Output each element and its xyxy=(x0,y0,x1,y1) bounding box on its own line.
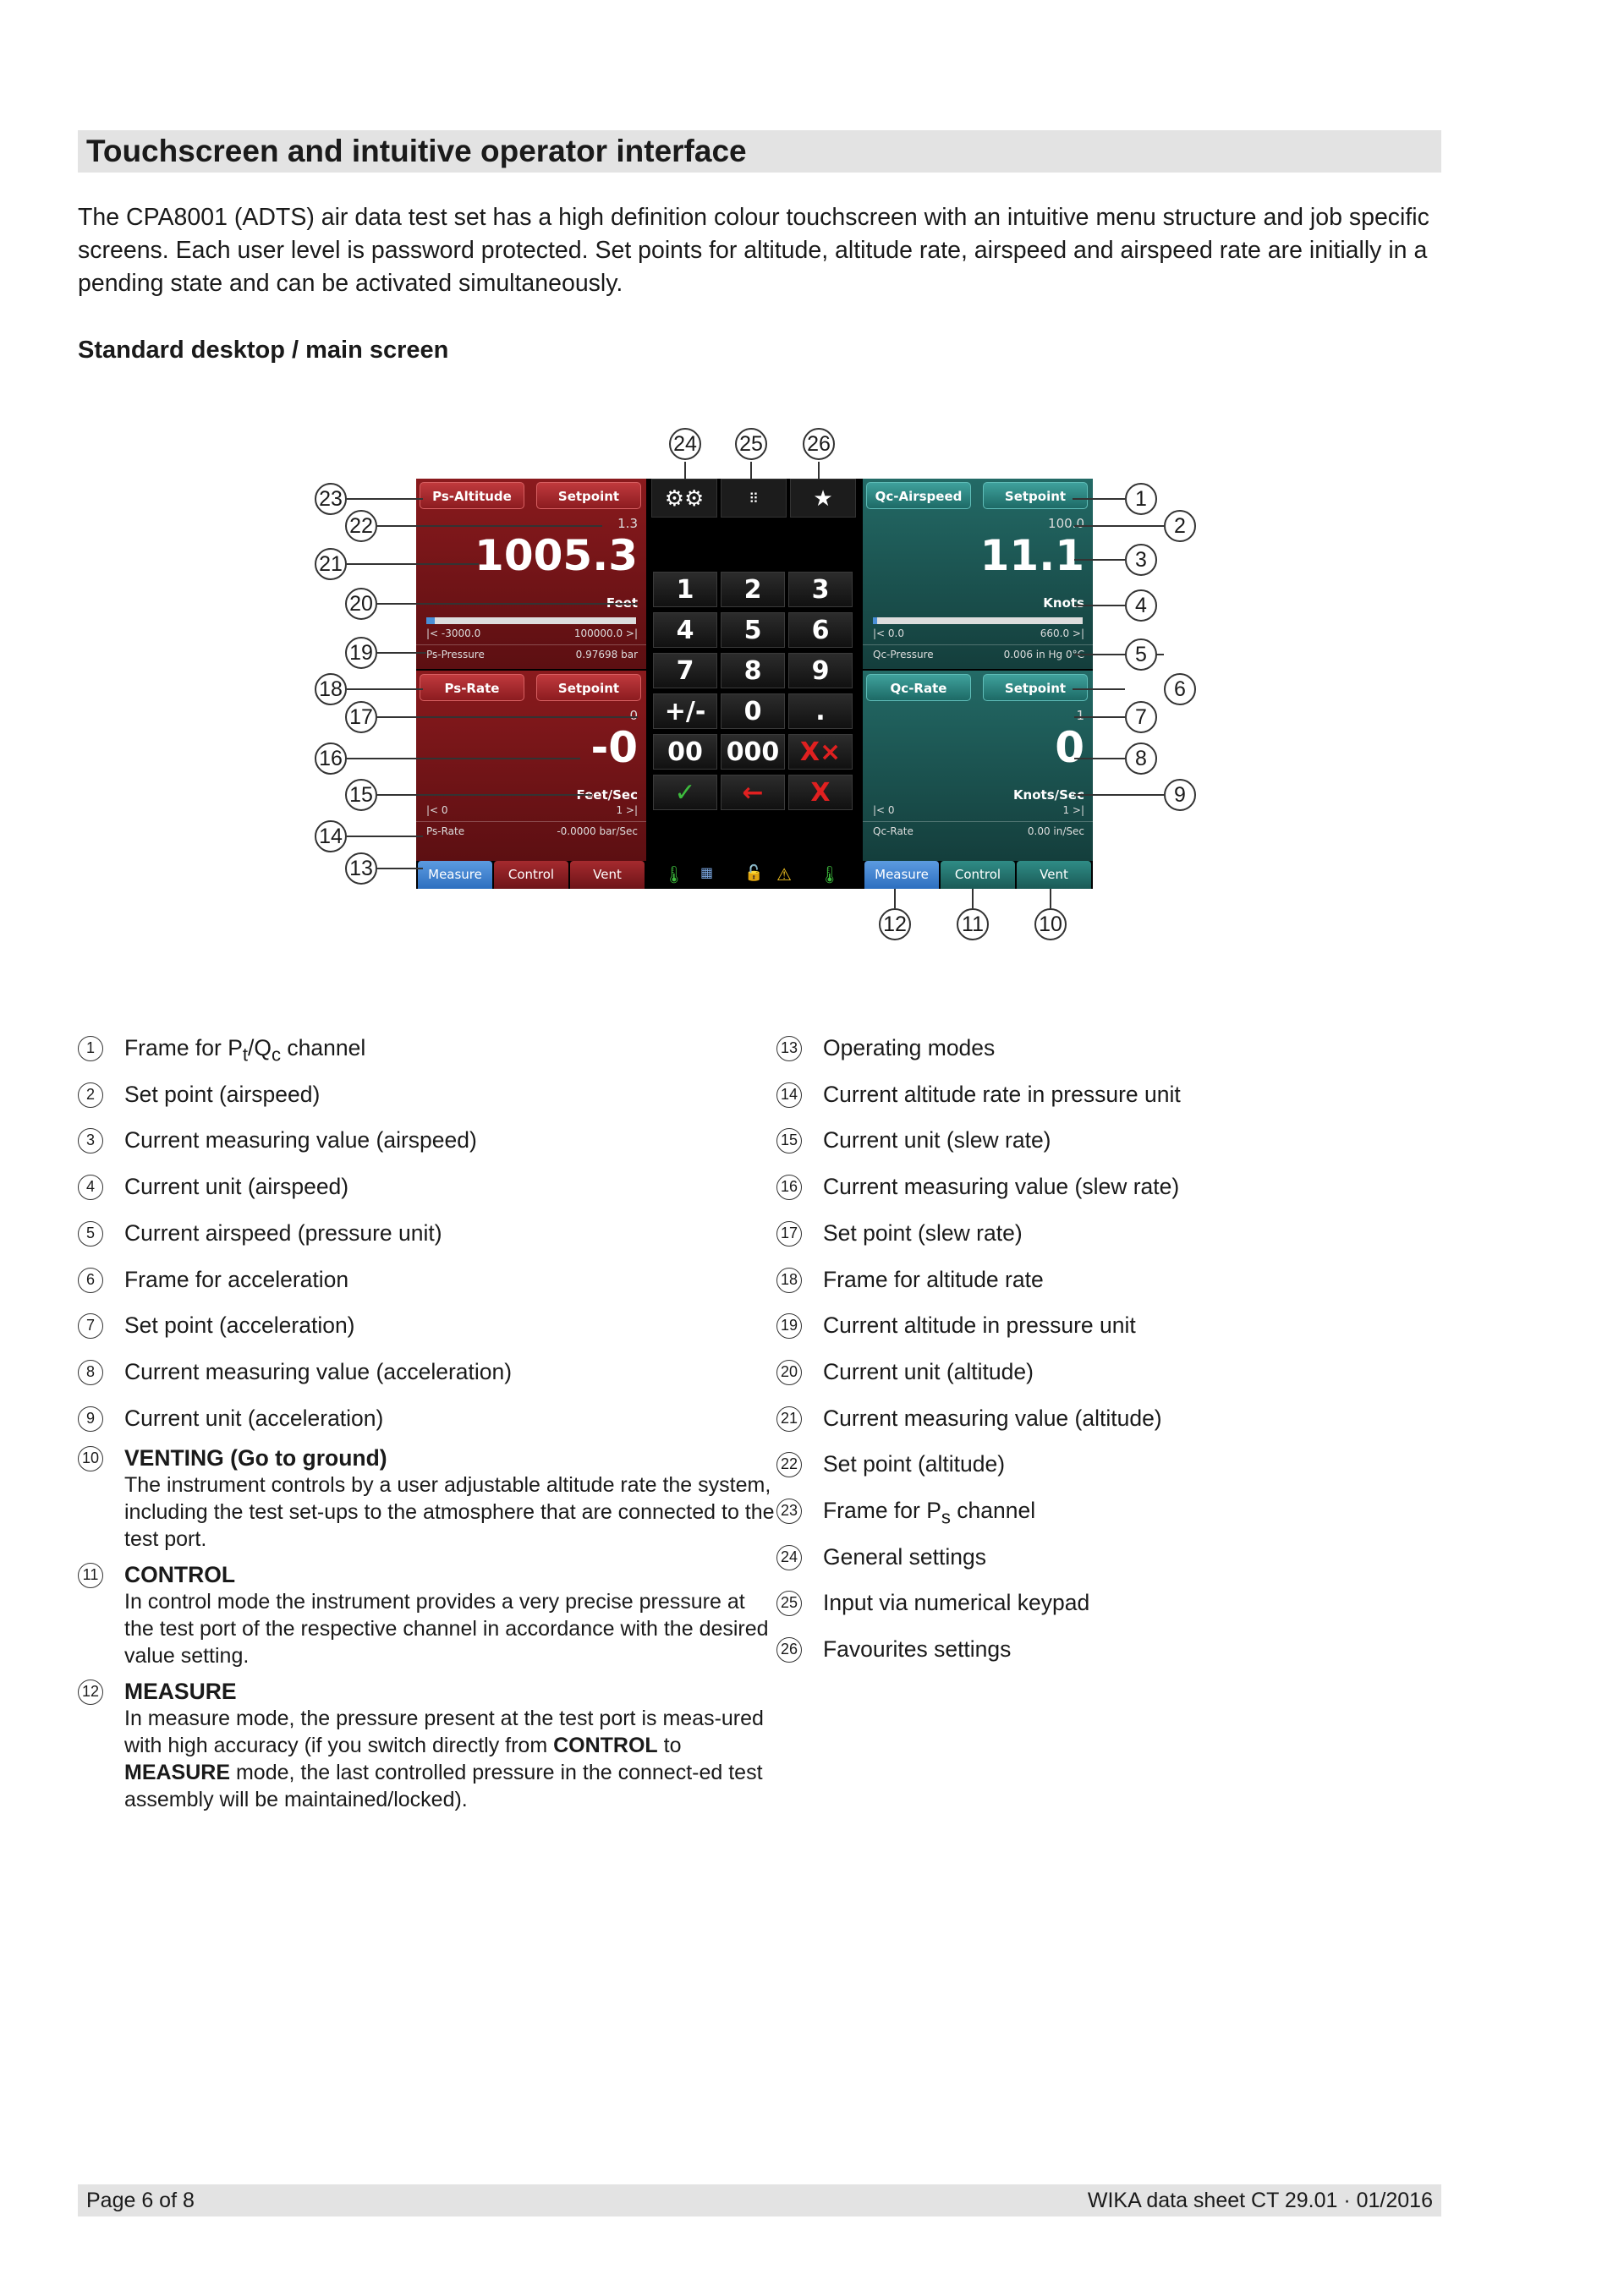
airspeed-pressure-line xyxy=(863,644,1093,663)
legend-number-badge: 19 xyxy=(776,1313,802,1339)
callout-12: 12 xyxy=(879,908,911,940)
rate-range-high: 1 >| xyxy=(616,804,638,816)
callout-21: 21 xyxy=(315,548,347,580)
qc-rate-setpoint-button: Setpoint xyxy=(983,674,1088,701)
touchscreen-figure xyxy=(416,479,1093,889)
rate-value: -0 xyxy=(590,723,638,772)
legend-number-badge: 10 xyxy=(78,1446,103,1471)
mode-description: The instrument controls by a user adjustable altitude rate the system, including the test set-ups to the atmosphere that are connected to the test port. xyxy=(124,1473,775,1551)
key-cancel: X xyxy=(788,775,853,810)
keypad-icon: ⠿ xyxy=(721,479,787,518)
ps-altitude-button: Ps-Altitude xyxy=(420,482,524,509)
callout-7: 7 xyxy=(1125,701,1157,733)
legend-number-badge: 16 xyxy=(776,1175,802,1200)
altitude-range-bar xyxy=(426,617,636,624)
altitude-range-fill xyxy=(426,617,435,624)
legend-number-badge: 24 xyxy=(776,1545,802,1570)
legend-number-badge: 17 xyxy=(776,1221,802,1247)
callout-25: 25 xyxy=(735,428,767,460)
legend-text: Current measuring value (acceleration) xyxy=(124,1358,513,1384)
gear-icon: ⚙⚙ xyxy=(651,479,717,518)
ps-altitude-frame xyxy=(416,479,646,669)
mode-control-left: Control xyxy=(494,861,568,889)
legend-text: Set point (altitude) xyxy=(823,1451,1006,1477)
left-mode-bar xyxy=(416,861,646,889)
legend-text: Current unit (altitude) xyxy=(823,1358,1034,1384)
legend-number-badge: 18 xyxy=(776,1268,802,1293)
mode-vent-right: Vent xyxy=(1017,861,1091,889)
legend-number-badge: 21 xyxy=(776,1406,802,1432)
legend-text xyxy=(124,1561,776,1669)
thermometer-icon: 🌡 xyxy=(819,864,841,885)
rate-pressure-label: Ps-Rate xyxy=(426,825,465,837)
airspeed-setpoint: 100.0 xyxy=(1048,516,1084,531)
callout-10: 10 xyxy=(1034,908,1067,940)
legend-number-badge: 8 xyxy=(78,1360,103,1385)
qc-setpoint-button: Setpoint xyxy=(983,482,1088,509)
key-3: 3 xyxy=(788,572,853,607)
legend-text xyxy=(124,1444,776,1553)
ps-rate-setpoint-button: Setpoint xyxy=(536,674,641,701)
airspeed-value: 11.1 xyxy=(979,531,1084,580)
network-icon: ▦ xyxy=(700,864,714,880)
legend-text: Set point (airspeed) xyxy=(124,1081,321,1107)
rate-pressure-line xyxy=(416,821,646,840)
accel-pressure-label: Qc-Rate xyxy=(873,825,914,837)
mode-description: In control mode the instrument provides a very precise pressure at the test port of the respective channel in accordance with the desired value setting. xyxy=(124,1590,769,1668)
rate-pressure-value: -0.0000 bar/Sec xyxy=(557,825,638,837)
key-2: 2 xyxy=(721,572,785,607)
legend-number-badge: 25 xyxy=(776,1591,802,1616)
legend-number-badge: 1 xyxy=(78,1036,103,1061)
callout-8: 8 xyxy=(1125,743,1157,775)
altitude-range-low: |< -3000.0 xyxy=(426,627,481,639)
ps-rate-frame xyxy=(416,671,646,861)
qc-airspeed-button: Qc-Airspeed xyxy=(866,482,971,509)
legend-text: Current measuring value (altitude) xyxy=(823,1405,1162,1431)
legend-number-badge: 6 xyxy=(78,1268,103,1293)
lock-icon: 🔓 xyxy=(744,864,764,882)
key-6: 6 xyxy=(788,612,853,648)
altitude-value: 1005.3 xyxy=(475,531,638,580)
legend-number-badge: 11 xyxy=(78,1563,103,1588)
airspeed-range-fill xyxy=(873,617,877,624)
key-backspace: ← xyxy=(721,775,785,810)
key-5: 5 xyxy=(721,612,785,648)
callout-18: 18 xyxy=(315,673,347,705)
legend-text: General settings xyxy=(823,1543,986,1570)
callout-15: 15 xyxy=(345,779,377,811)
legend-text: Frame for $P_t/Q_c$ channel xyxy=(124,1035,366,1066)
callout-23: 23 xyxy=(315,483,347,515)
right-mode-bar xyxy=(863,861,1093,889)
callout-22: 22 xyxy=(345,510,377,542)
callout-14: 14 xyxy=(315,820,347,852)
legend-number-badge: 3 xyxy=(78,1128,103,1153)
callout-2: 2 xyxy=(1164,510,1196,542)
legend-number-badge: 15 xyxy=(776,1128,802,1153)
legend-text: Frame for acceleration xyxy=(124,1266,349,1292)
mode-measure-right: Measure xyxy=(864,861,939,889)
altitude-setpoint: 1.3 xyxy=(617,516,638,531)
mode-heading: VENTING (Go to ground) xyxy=(124,1445,387,1471)
legend-number-badge: 4 xyxy=(78,1175,103,1200)
legend-number-badge: 22 xyxy=(776,1452,802,1477)
callout-19: 19 xyxy=(345,637,377,669)
legend-text: Frame for $P_s$ channel xyxy=(823,1498,1036,1528)
legend-text: Current measuring value (airspeed) xyxy=(124,1127,477,1153)
warning-icon: ⚠ xyxy=(776,864,792,885)
legend-number-badge: 12 xyxy=(78,1680,103,1705)
section-title: Touchscreen and intuitive operator interface xyxy=(78,130,1441,173)
mode-vent-left: Vent xyxy=(570,861,645,889)
callout-4: 4 xyxy=(1125,589,1157,622)
key-4: 4 xyxy=(653,612,717,648)
key-clear: X× xyxy=(788,734,853,770)
callout-16: 16 xyxy=(315,743,347,775)
altitude-pressure-label: Ps-Pressure xyxy=(426,649,485,660)
key-decimal: . xyxy=(788,693,853,729)
legend-number-badge: 23 xyxy=(776,1499,802,1524)
key-9: 9 xyxy=(788,653,853,688)
legend-text: Favourites settings xyxy=(823,1636,1012,1663)
callout-13: 13 xyxy=(345,852,377,885)
legend-text: Current altitude in pressure unit xyxy=(823,1312,1136,1339)
airspeed-pressure-label: Qc-Pressure xyxy=(873,649,934,660)
rate-setpoint: 0 xyxy=(629,708,638,723)
key-confirm: ✓ xyxy=(653,775,717,810)
numeric-keypad xyxy=(650,479,859,861)
legend-number-badge: 14 xyxy=(776,1082,802,1108)
altitude-unit: Feet xyxy=(606,595,638,611)
legend-number-badge: 13 xyxy=(776,1036,802,1061)
qc-airspeed-frame xyxy=(863,479,1093,669)
legend-number-badge: 26 xyxy=(776,1637,802,1663)
mode-heading: MEASURE xyxy=(124,1679,237,1704)
altitude-pressure-line xyxy=(416,644,646,663)
callout-26: 26 xyxy=(803,428,835,460)
status-bar xyxy=(650,861,859,889)
footer xyxy=(78,2184,1441,2217)
legend-number-badge: 2 xyxy=(78,1082,103,1108)
airspeed-unit: Knots xyxy=(1043,595,1084,611)
airspeed-pressure-value: 0.006 in Hg 0°C xyxy=(1003,649,1084,660)
accel-unit: Knots/Sec xyxy=(1012,787,1084,803)
callout-1: 1 xyxy=(1125,483,1157,515)
subheading: Standard desktop / main screen xyxy=(78,337,449,364)
callout-20: 20 xyxy=(345,588,377,620)
key-7: 7 xyxy=(653,653,717,688)
mode-measure-left: Measure xyxy=(418,861,492,889)
ps-rate-button: Ps-Rate xyxy=(420,674,524,701)
rate-unit: Feet/Sec xyxy=(576,787,638,803)
mode-description: In measure mode, the pressure present at the test port is meas-ured with high accuracy (if you switch directly from CONTROL to MEASURE mode, the last controlled pressure in the connect-ed test assembly will be maintained/locked). xyxy=(124,1707,764,1811)
callout-24: 24 xyxy=(669,428,701,460)
airspeed-range-low: |< 0.0 xyxy=(873,627,904,639)
accel-range-high: 1 >| xyxy=(1062,804,1084,816)
legend-text: Current measuring value (slew rate) xyxy=(823,1174,1180,1200)
intro-paragraph: The CPA8001 (ADTS) air data test set has a high definition colour touchscreen with an intuitive menu structure and job specific screens. Each user level is password protected. Set points for altitude, altitude rate, airspeed and airspeed rate are initially in a pending state and can be activated simultaneously. xyxy=(78,204,1429,297)
legend-text: Operating modes xyxy=(823,1035,996,1060)
page-number: Page 6 of 8 xyxy=(86,2189,195,2212)
accel-range-low: |< 0 xyxy=(873,804,895,816)
key-8: 8 xyxy=(721,653,785,688)
qc-rate-frame xyxy=(863,671,1093,861)
legend-text: Current unit (acceleration) xyxy=(124,1405,384,1431)
legend-text: Current altitude rate in pressure unit xyxy=(823,1081,1181,1107)
callout-5: 5 xyxy=(1125,638,1157,671)
legend-text: Input via numerical keypad xyxy=(823,1590,1090,1616)
key-0: 0 xyxy=(721,693,785,729)
rate-range-low: |< 0 xyxy=(426,804,448,816)
legend-text: Set point (slew rate) xyxy=(823,1219,1023,1246)
ps-setpoint-button: Setpoint xyxy=(536,482,641,509)
thermometer-icon: 🌡 xyxy=(663,864,685,885)
accel-pressure-value: 0.00 in/Sec xyxy=(1027,825,1084,837)
legend-text xyxy=(124,1678,776,1813)
key-00: 00 xyxy=(653,734,717,770)
key-000: 000 xyxy=(721,734,785,770)
legend-text: Frame for altitude rate xyxy=(823,1266,1044,1292)
accel-setpoint: 1 xyxy=(1076,708,1084,723)
legend-number-badge: 9 xyxy=(78,1406,103,1432)
legend-text: Current unit (slew rate) xyxy=(823,1127,1051,1153)
airspeed-range-high: 660.0 >| xyxy=(1040,627,1084,639)
altitude-pressure-value: 0.97698 bar xyxy=(575,649,638,660)
mode-control-right: Control xyxy=(941,861,1015,889)
key-1: 1 xyxy=(653,572,717,607)
mode-heading: CONTROL xyxy=(124,1562,236,1587)
datasheet-ref: WIKA data sheet CT 29.01 · 01/2016 xyxy=(1087,2189,1433,2212)
airspeed-range-bar xyxy=(873,617,1083,624)
callout-6: 6 xyxy=(1164,673,1196,705)
star-icon: ★ xyxy=(790,479,856,518)
legend-number-badge: 20 xyxy=(776,1360,802,1385)
accel-value: 0 xyxy=(1055,723,1084,772)
legend-text: Current unit (airspeed) xyxy=(124,1174,349,1200)
key-plus-minus: +/- xyxy=(653,693,717,729)
qc-rate-button: Qc-Rate xyxy=(866,674,971,701)
legend-text: Set point (acceleration) xyxy=(124,1312,355,1339)
legend-number-badge: 5 xyxy=(78,1221,103,1247)
legend-number-badge: 7 xyxy=(78,1313,103,1339)
callout-11: 11 xyxy=(957,908,989,940)
accel-pressure-line xyxy=(863,821,1093,840)
legend-text: Current airspeed (pressure unit) xyxy=(124,1219,442,1246)
callout-3: 3 xyxy=(1125,544,1157,576)
callout-17: 17 xyxy=(345,701,377,733)
callout-9: 9 xyxy=(1164,779,1196,811)
altitude-range-high: 100000.0 >| xyxy=(573,627,638,639)
